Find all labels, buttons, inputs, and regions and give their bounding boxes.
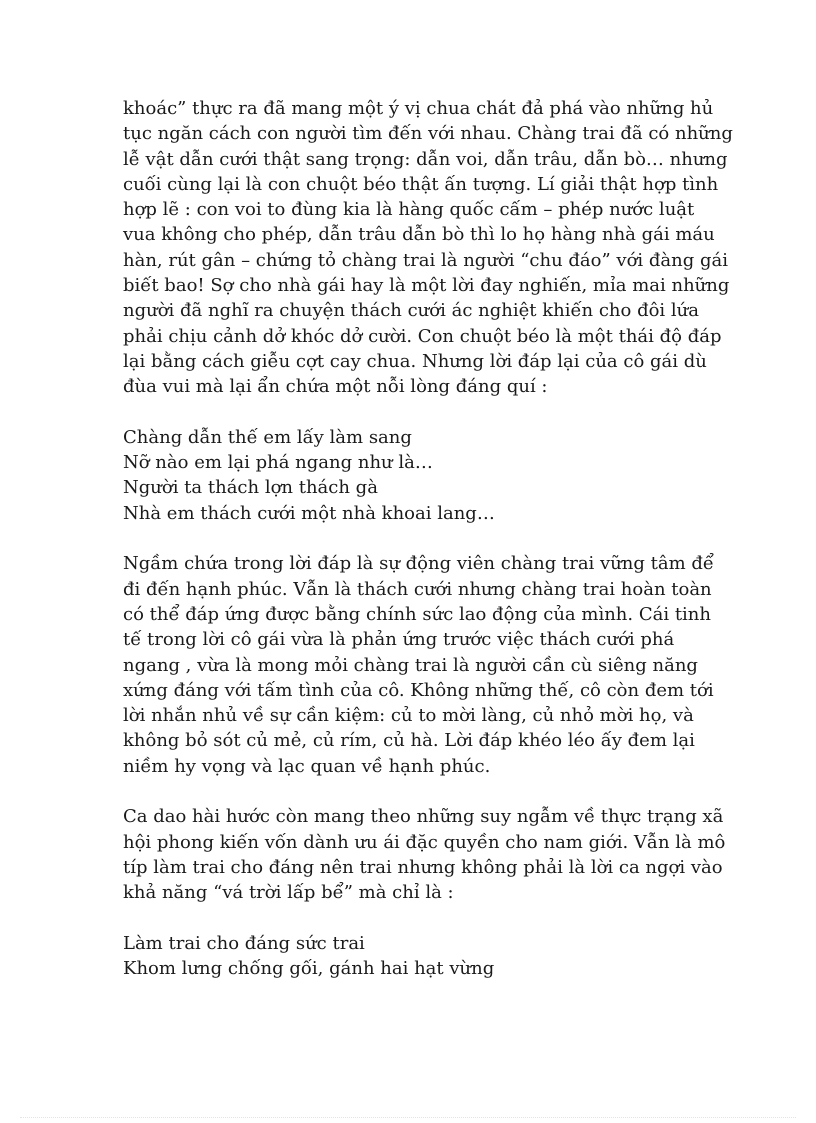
verse-line: Người ta thách lợn thách gà — [123, 477, 378, 499]
text-line: lời nhắn nhủ về sự cần kiệm: củ to mời làng, củ nhỏ mời họ, và — [123, 705, 694, 727]
text-line: đi đến hạnh phúc. Vẫn là thách cưới nhưng chàng trai hoàn toàn — [123, 578, 712, 600]
verse-quote-2 — [123, 931, 699, 982]
paragraph-analysis — [123, 551, 714, 779]
text-line: không bỏ sót củ mẻ, củ rím, củ hà. Lời đáp khéo léo ấy đem lại — [123, 730, 695, 752]
text-line: người đã nghĩ ra chuyện thách cưới ác nghiệt khiến cho đôi lứa — [123, 300, 699, 322]
text-line: hàn, rút gân – chứng tỏ chàng trai là người “chu đáo” với đàng gái — [123, 249, 729, 271]
text-line: biết bao! Sợ cho nhà gái hay là một lời đay nghiến, mỉa mai những — [123, 275, 730, 297]
text-line: niềm hy vọng và lạc quan về hạnh phúc. — [123, 755, 491, 777]
verse-line: Khom lưng chống gối, gánh hai hạt vừng — [123, 958, 495, 980]
paragraph-gap — [123, 906, 699, 931]
paragraph-social-critique — [123, 804, 726, 905]
text-line: típ làm trai cho đáng nên trai nhưng không phải là lời ca ngợi vào — [123, 856, 723, 878]
verse-line: Chàng dẫn thế em lấy làm sang — [123, 426, 412, 448]
text-line: hợp lẽ : con voi to đùng kia là hàng quốc cấm – phép nước luật — [123, 199, 695, 221]
paragraph-gap — [123, 526, 699, 551]
text-line: đùa vui mà lại ẩn chứa một nỗi lòng đáng quí : — [123, 376, 548, 398]
text-line: có thể đáp ứng được bằng chính sức lao động của mình. Cái tinh — [123, 603, 711, 625]
verse-quote-1 — [123, 425, 699, 526]
page-bottom-divider — [20, 1117, 796, 1118]
text-line: vua không cho phép, dẫn trâu dẫn bò thì lo họ hàng nhà gái máu — [123, 224, 715, 246]
text-line: cuối cùng lại là con chuột béo thật ấn tượng. Lí giải thật hợp tình — [123, 173, 719, 195]
verse-line: Nhà em thách cưới một nhà khoai lang… — [123, 502, 495, 524]
text-line: tục ngăn cách con người tìm đến với nhau. Chàng trai đã có những — [123, 123, 733, 145]
text-line: lễ vật dẫn cưới thật sang trọng: dẫn voi, dẫn trâu, dẫn bò… nhưng — [123, 148, 728, 170]
text-line: Ca dao hài hước còn mang theo những suy ngẫm về thực trạng xã — [123, 806, 724, 828]
paragraph-gap — [123, 400, 699, 425]
document-body — [123, 96, 733, 981]
text-line: hội phong kiến vốn dành ưu ái đặc quyền cho nam giới. Vẫn là mô — [123, 831, 726, 853]
verse-line: Nỡ nào em lại phá ngang như là… — [123, 452, 433, 474]
text-line: xứng đáng với tấm tình của cô. Không những thế, cô còn đem tới — [123, 679, 714, 701]
paragraph-gap — [123, 779, 699, 804]
text-line: phải chịu cảnh dở khóc dở cười. Con chuột béo là một thái độ đáp — [123, 325, 722, 347]
text-line: lại bằng cách giễu cợt cay chua. Nhưng lời đáp lại của cô gái dù — [123, 350, 707, 372]
text-line: Ngầm chứa trong lời đáp là sự động viên chàng trai vững tâm để — [123, 553, 714, 575]
paragraph-intro — [123, 96, 733, 400]
text-line: ngang , vừa là mong mỏi chàng trai là người cần cù siêng năng — [123, 654, 698, 676]
text-line: tế trong lời cô gái vừa là phản ứng trước việc thách cưới phá — [123, 629, 675, 651]
text-line: khoác” thực ra đã mang một ý vị chua chát đả phá vào những hủ — [123, 98, 714, 119]
text-line: khả năng “vá trời lấp bể” mà chỉ là : — [123, 882, 454, 904]
verse-line: Làm trai cho đáng sức trai — [123, 932, 365, 954]
